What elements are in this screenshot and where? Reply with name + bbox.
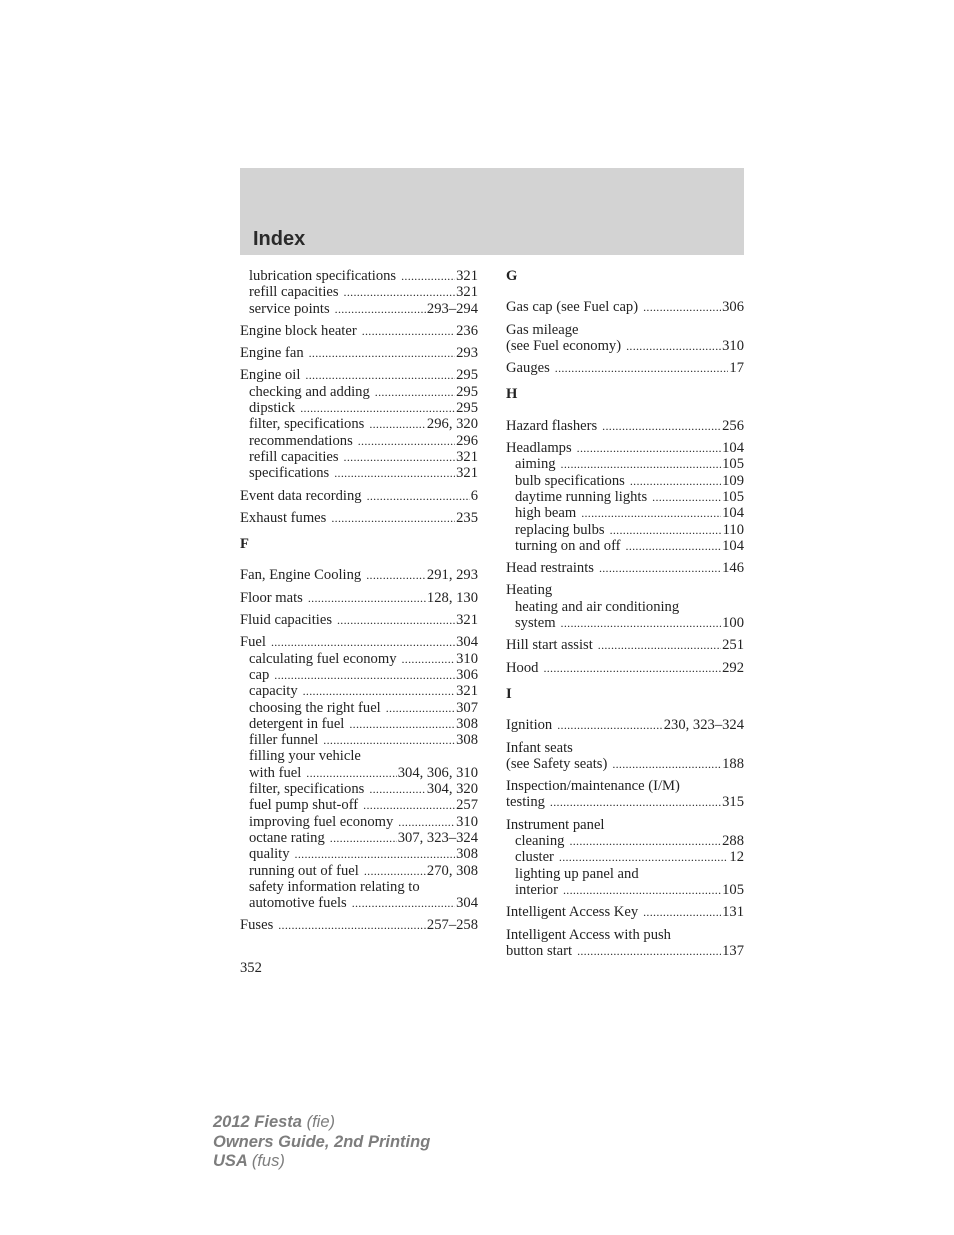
- dot-leader: [364, 863, 426, 879]
- dot-leader: [561, 456, 722, 472]
- entry-page-ref: 292: [722, 659, 744, 676]
- entry-page-ref: 105: [722, 881, 744, 898]
- dot-leader: [598, 637, 721, 653]
- dot-leader: [363, 797, 455, 813]
- index-entry: [240, 488, 478, 504]
- entry-term: Exhaust fumes: [240, 509, 327, 526]
- index-subentry: [240, 765, 478, 781]
- dot-leader: [550, 794, 721, 810]
- dot-leader: [335, 301, 426, 317]
- entry-term: bulb specifications: [515, 472, 625, 489]
- index-entry: [506, 660, 744, 676]
- entry-term: Fuel: [240, 634, 266, 651]
- entry-page-ref: 310: [456, 650, 478, 667]
- index-subentry: [506, 882, 744, 898]
- index-entry: [506, 794, 744, 810]
- entry-page-ref: 257: [456, 797, 478, 814]
- entry-term: daytime running lights: [515, 488, 648, 505]
- entry-term: Engine oil: [240, 367, 301, 384]
- entry-term: cleaning: [515, 833, 565, 850]
- entry-term: recommendations: [249, 432, 353, 449]
- entry-term: choosing the right fuel: [249, 699, 381, 716]
- entry-term: Event data recording: [240, 487, 362, 504]
- dot-leader: [557, 717, 663, 733]
- entry-term: interior: [515, 881, 558, 898]
- index-entry: [506, 560, 744, 576]
- entry-page-ref: 321: [456, 612, 478, 629]
- section-header-band: [240, 168, 744, 255]
- index-entry: [240, 367, 478, 383]
- entry-page-ref: 321: [456, 683, 478, 700]
- entry-page-ref: 295: [456, 383, 478, 400]
- index-entry: [506, 778, 744, 794]
- entry-page-ref: 321: [456, 465, 478, 482]
- index-subentry: [240, 830, 478, 846]
- index-entry: [240, 567, 478, 583]
- entry-term: Fuses: [240, 917, 274, 934]
- index-subentry: [240, 895, 478, 911]
- entry-page-ref: 236: [456, 322, 478, 339]
- index-subentry: [240, 732, 478, 748]
- entry-page-ref: 100: [722, 615, 744, 632]
- footer-market: USA: [213, 1152, 248, 1170]
- entry-page-ref: 296, 320: [426, 416, 478, 433]
- entry-page-ref: 321: [456, 268, 478, 284]
- entry-term: Instrument panel: [506, 816, 605, 833]
- footer-line-model: [213, 1113, 430, 1133]
- entry-page-ref: 104: [722, 440, 744, 457]
- dot-leader: [344, 449, 456, 465]
- index-subentry: [240, 781, 478, 797]
- entry-page-ref: 310: [722, 337, 744, 354]
- document-footer: [213, 1113, 430, 1172]
- entry-page-ref: 321: [456, 448, 478, 465]
- index-entry: [240, 612, 478, 628]
- entry-term: filler funnel: [249, 732, 319, 749]
- index-subentry: [240, 863, 478, 879]
- entry-term: cluster: [515, 849, 554, 866]
- entry-term: Hill start assist: [506, 637, 593, 654]
- entry-term: Gauges: [506, 360, 550, 377]
- entry-term: service points: [249, 300, 330, 317]
- index-entry: [506, 904, 744, 920]
- entry-page-ref: 308: [456, 846, 478, 863]
- footer-market-code: (fus): [251, 1152, 285, 1170]
- entry-term: filter, specifications: [249, 416, 365, 433]
- dot-leader: [602, 418, 721, 434]
- dot-leader: [306, 765, 396, 781]
- dot-leader: [330, 830, 397, 846]
- entry-term: Fan, Engine Cooling: [240, 567, 362, 584]
- entry-page-ref: 293–294: [426, 300, 478, 317]
- index-entry: [506, 943, 744, 959]
- entry-page-ref: 137: [722, 942, 744, 959]
- index-subentry: [240, 667, 478, 683]
- index-entry: [506, 338, 744, 354]
- entry-page-ref: 306: [456, 666, 478, 683]
- index-subentry: [506, 456, 744, 472]
- index-entry: [506, 440, 744, 456]
- dot-leader: [398, 814, 455, 830]
- entry-page-ref: 131: [722, 904, 744, 921]
- index-entry: [506, 817, 744, 833]
- index-subentry: [240, 284, 478, 300]
- footer-line-market: [213, 1152, 430, 1172]
- index-subentry: [240, 449, 478, 465]
- index-entry: [506, 418, 744, 434]
- dot-leader: [366, 567, 426, 583]
- entry-term: Inspection/maintenance (I/M): [506, 778, 680, 795]
- entry-term: with fuel: [249, 764, 302, 781]
- entry-term: turning on and off: [515, 537, 621, 554]
- entry-term: Engine fan: [240, 345, 304, 362]
- dot-leader: [559, 849, 729, 865]
- entry-term: lighting up panel and: [515, 865, 639, 882]
- dot-leader: [367, 488, 470, 504]
- entry-page-ref: 17: [729, 360, 744, 377]
- dot-leader: [569, 833, 721, 849]
- entry-term: filling your vehicle: [249, 748, 361, 765]
- entry-page-ref: 104: [722, 537, 744, 554]
- entry-page-ref: 307, 323–324: [397, 829, 478, 846]
- index-entry: [506, 637, 744, 653]
- index-column-left: [240, 268, 478, 934]
- index-letter-heading: F: [240, 536, 249, 553]
- entry-term: Intelligent Access Key: [506, 904, 639, 921]
- entry-page-ref: 308: [456, 715, 478, 732]
- entry-page-ref: 321: [456, 284, 478, 301]
- entry-term: high beam: [515, 505, 577, 522]
- entry-term: improving fuel economy: [249, 813, 394, 830]
- index-entry: [240, 510, 478, 526]
- index-subentry: [240, 879, 478, 895]
- index-subentry: [506, 473, 744, 489]
- entry-term: lubrication specifications: [249, 268, 397, 284]
- entry-term: (see Safety seats): [506, 755, 608, 772]
- dot-leader: [375, 384, 455, 400]
- index-entry: [506, 322, 744, 338]
- index-entry: [240, 917, 478, 933]
- index-subentry: [240, 268, 478, 284]
- entry-page-ref: 307: [456, 699, 478, 716]
- index-letter-heading: H: [506, 386, 518, 403]
- entry-page-ref: 109: [722, 472, 744, 489]
- entry-term: aiming: [515, 456, 556, 473]
- index-subentry: [506, 833, 744, 849]
- dot-leader: [599, 560, 721, 576]
- entry-page-ref: 257–258: [426, 917, 478, 934]
- dot-leader: [274, 667, 455, 683]
- entry-term: (see Fuel economy): [506, 337, 622, 354]
- index-subentry: [240, 716, 478, 732]
- entry-page-ref: 105: [722, 456, 744, 473]
- dot-leader: [300, 400, 455, 416]
- dot-leader: [561, 615, 722, 631]
- index-entry: [240, 345, 478, 361]
- index-subentry: [506, 505, 744, 521]
- entry-page-ref: 235: [456, 509, 478, 526]
- index-subentry: [240, 797, 478, 813]
- index-entry: [506, 740, 744, 756]
- entry-page-ref: 295: [456, 400, 478, 417]
- entry-term: Engine block heater: [240, 322, 357, 339]
- dot-leader: [331, 510, 455, 526]
- entry-page-ref: 128, 130: [426, 589, 478, 606]
- index-subentry: [240, 301, 478, 317]
- dot-leader: [369, 781, 426, 797]
- index-subentry: [240, 683, 478, 699]
- dot-leader: [577, 943, 721, 959]
- dot-leader: [563, 882, 721, 898]
- index-entry: [240, 634, 478, 650]
- entry-term: Heating: [506, 582, 553, 599]
- footer-line-guide: [213, 1133, 430, 1153]
- index-entry: [506, 927, 744, 943]
- footer-model: 2012 Fiesta: [213, 1113, 302, 1131]
- entry-term: button start: [506, 942, 573, 959]
- entry-term: fuel pump shut-off: [249, 797, 359, 814]
- entry-term: checking and adding: [249, 383, 370, 400]
- entry-page-ref: 6: [470, 487, 478, 504]
- entry-term: refill capacities: [249, 284, 339, 301]
- dot-leader: [401, 268, 455, 284]
- entry-term: Hood: [506, 659, 539, 676]
- dot-leader: [308, 590, 426, 606]
- entry-page-ref: 308: [456, 732, 478, 749]
- entry-term: octane rating: [249, 829, 325, 846]
- dot-leader: [369, 416, 426, 432]
- entry-page-ref: 304: [456, 634, 478, 651]
- dot-leader: [626, 538, 722, 554]
- index-entry: [506, 717, 744, 733]
- dot-leader: [577, 440, 721, 456]
- entry-term: filter, specifications: [249, 781, 365, 798]
- entry-term: Fluid capacities: [240, 612, 332, 629]
- entry-page-ref: 146: [722, 560, 744, 577]
- entry-page-ref: 251: [722, 637, 744, 654]
- index-entry: [506, 299, 744, 315]
- index-letter-heading: G: [506, 268, 518, 284]
- dot-leader: [610, 522, 722, 538]
- entry-term: Headlamps: [506, 440, 572, 457]
- index-column-right: [506, 268, 744, 959]
- dot-leader: [305, 367, 455, 383]
- entry-page-ref: 293: [456, 345, 478, 362]
- index-entry: [240, 590, 478, 606]
- entry-term: Hazard flashers: [506, 417, 598, 434]
- entry-term: running out of fuel: [249, 862, 359, 879]
- section-title: Index: [253, 228, 306, 250]
- dot-leader: [386, 700, 455, 716]
- entry-term: capacity: [249, 683, 298, 700]
- index-letter-heading: I: [506, 685, 512, 702]
- index-subentry: [240, 416, 478, 432]
- entry-page-ref: 296: [456, 432, 478, 449]
- entry-term: Gas mileage: [506, 321, 579, 338]
- entry-page-ref: 110: [722, 521, 744, 538]
- entry-term: cap: [249, 666, 270, 683]
- entry-term: system: [515, 615, 556, 632]
- index-subentry: [506, 866, 744, 882]
- entry-page-ref: 310: [456, 813, 478, 830]
- dot-leader: [362, 323, 455, 339]
- dot-leader: [612, 756, 721, 772]
- index-subentry: [240, 814, 478, 830]
- entry-page-ref: 304, 320: [426, 781, 478, 798]
- entry-page-ref: 288: [722, 833, 744, 850]
- entry-term: replacing bulbs: [515, 521, 605, 538]
- index-subentry: [240, 384, 478, 400]
- dot-leader: [349, 716, 455, 732]
- dot-leader: [337, 612, 455, 628]
- entry-page-ref: 256: [722, 417, 744, 434]
- entry-term: heating and air conditioning: [515, 598, 680, 615]
- page-number: 352: [240, 960, 262, 976]
- entry-page-ref: 270, 308: [426, 862, 478, 879]
- index-subentry: [506, 599, 744, 615]
- entry-term: automotive fuels: [249, 895, 347, 912]
- entry-term: refill capacities: [249, 448, 339, 465]
- entry-term: Intelligent Access with push: [506, 926, 671, 943]
- index-subentry: [506, 489, 744, 505]
- entry-term: Infant seats: [506, 739, 573, 756]
- entry-page-ref: 315: [722, 794, 744, 811]
- entry-page-ref: 295: [456, 367, 478, 384]
- dot-leader: [303, 683, 455, 699]
- index-entry: [240, 323, 478, 339]
- entry-page-ref: 304, 306, 310: [397, 764, 478, 781]
- index-subentry: [506, 522, 744, 538]
- dot-leader: [402, 651, 456, 667]
- index-entry: [506, 360, 744, 376]
- index-subentry: [240, 748, 478, 764]
- dot-leader: [543, 660, 721, 676]
- entry-page-ref: 105: [722, 488, 744, 505]
- dot-leader: [309, 345, 455, 361]
- dot-leader: [626, 338, 721, 354]
- entry-term: detergent in fuel: [249, 715, 345, 732]
- entry-term: Gas cap (see Fuel cap): [506, 299, 639, 316]
- entry-term: dipstick: [249, 400, 296, 417]
- entry-term: calculating fuel economy: [249, 650, 397, 667]
- dot-leader: [271, 634, 455, 650]
- entry-page-ref: 291, 293: [426, 567, 478, 584]
- dot-leader: [358, 433, 455, 449]
- index-subentry: [240, 651, 478, 667]
- dot-leader: [555, 360, 729, 376]
- entry-page-ref: 304: [456, 895, 478, 912]
- index-subentry: [240, 465, 478, 481]
- entry-term: specifications: [249, 465, 330, 482]
- entry-page-ref: 104: [722, 505, 744, 522]
- dot-leader: [643, 299, 721, 315]
- entry-page-ref: 306: [722, 299, 744, 316]
- entry-term: testing: [506, 794, 545, 811]
- index-subentry: [240, 846, 478, 862]
- footer-model-code: (fie): [306, 1113, 335, 1131]
- dot-leader: [334, 465, 455, 481]
- index-subentry: [506, 615, 744, 631]
- dot-leader: [352, 895, 455, 911]
- index-entry: [506, 756, 744, 772]
- dot-leader: [630, 473, 721, 489]
- index-subentry: [240, 433, 478, 449]
- entry-page-ref: 12: [729, 849, 744, 866]
- entry-term: Floor mats: [240, 589, 303, 606]
- index-entry: [506, 582, 744, 598]
- entry-term: quality: [249, 846, 290, 863]
- entry-page-ref: 230, 323–324: [663, 717, 744, 734]
- dot-leader: [278, 917, 426, 933]
- index-subentry: [240, 400, 478, 416]
- entry-term: Head restraints: [506, 560, 594, 577]
- dot-leader: [652, 489, 721, 505]
- index-subentry: [506, 849, 744, 865]
- dot-leader: [295, 846, 456, 862]
- index-subentry: [506, 538, 744, 554]
- dot-leader: [323, 732, 455, 748]
- dot-leader: [581, 505, 721, 521]
- footer-guide: Owners Guide, 2nd Printing: [213, 1132, 431, 1151]
- index-subentry: [240, 700, 478, 716]
- entry-page-ref: 188: [722, 755, 744, 772]
- entry-term: Ignition: [506, 717, 553, 734]
- entry-term: safety information relating to: [249, 878, 420, 895]
- dot-leader: [643, 904, 721, 920]
- dot-leader: [344, 284, 456, 300]
